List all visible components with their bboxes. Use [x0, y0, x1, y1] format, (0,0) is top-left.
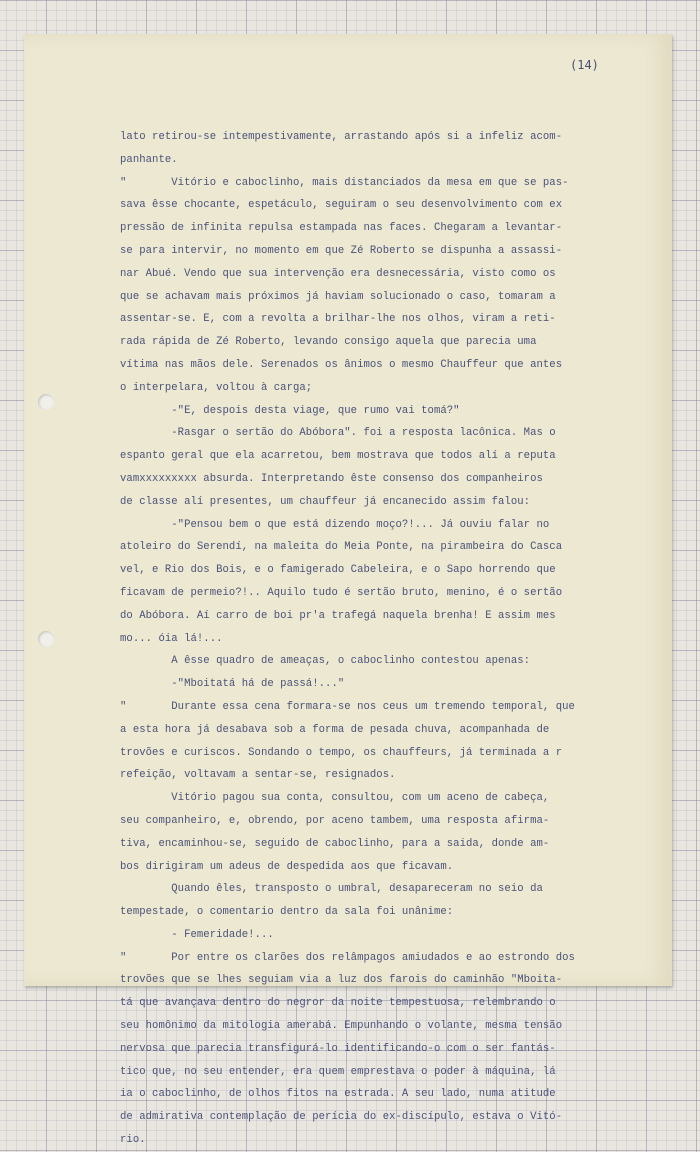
- text-line: " Por entre os clarões dos relâmpagos amiudados e ao estrondo dos: [120, 951, 575, 964]
- text-line: do Abóbora. Aí carro de boi pr'a trafegá naquela brenha! E assim mes: [120, 609, 556, 622]
- text-line: seu companheiro, e, obrendo, por aceno tambem, uma resposta afirma-: [120, 814, 550, 827]
- text-line: tiva, encaminhou-se, seguido de caboclinho, para a saida, donde am-: [120, 837, 550, 850]
- text-line: -"E, despois desta viage, que rumo vai tomá?": [120, 404, 460, 417]
- text-line: assentar-se. E, com a revolta a brilhar-lhe nos olhos, viram a reti-: [120, 313, 556, 326]
- text-line: bos dirigiram um adeus de despedida aos que ficavam.: [120, 860, 454, 873]
- text-line: o interpelara, voltou à carga;: [120, 381, 313, 394]
- punch-hole: [38, 394, 54, 410]
- text-line: vel, e Rio dos Bois, e o famigerado Cabeleira, e o Sapo horrendo que: [120, 564, 556, 577]
- page-number: (14): [570, 58, 599, 72]
- text-line: nervosa que parecia transfigurá-lo identificando-o com o ser fantás-: [120, 1042, 556, 1055]
- text-line: Quando êles, transposto o umbral, desapareceram no seio da: [120, 883, 543, 896]
- text-line: seu homônimo da mitologia amerabá. Empunhando o volante, mesma tensão: [120, 1020, 563, 1033]
- text-line: tico que, no seu entender, era quem emprestava o poder à máquina, lá: [120, 1065, 556, 1078]
- text-line: trovões que se lhes seguiam via a luz dos farois do caminhão "Mboita-: [120, 974, 563, 987]
- text-line: ficavam de permeio?!.. Aquilo tudo é sertão bruto, menino, é o sertão: [120, 586, 563, 599]
- text-line: " Vitório e caboclinho, mais distanciados da mesa em que se pas-: [120, 176, 569, 189]
- text-line: rada rápida de Zé Roberto, levando consigo aquela que parecia uma: [120, 336, 537, 349]
- text-line: refeição, voltavam a sentar-se, resignados.: [120, 769, 396, 782]
- text-line: A êsse quadro de ameaças, o caboclinho contestou apenas:: [120, 655, 531, 668]
- text-line: tá que avançava dentro do negror da noite tempestuosa, relembrando o: [120, 997, 556, 1010]
- text-line: rio.: [120, 1134, 146, 1147]
- text-line: que se achavam mais próximos já haviam solucionado o caso, tomaram a: [120, 290, 556, 303]
- text-line: ia o caboclinho, de olhos fitos na estrada. A seu lado, numa atitude: [120, 1088, 556, 1101]
- typewritten-text: [120, 126, 650, 1152]
- text-line: lato retirou-se intempestivamente, arrastando após si a infeliz acom-: [120, 131, 563, 143]
- text-line: vamxxxxxxxxx absurda. Interpretando êste consenso dos companheiros: [120, 472, 543, 485]
- text-line: vítima nas mãos dele. Serenados os ânimos o mesmo Chauffeur que antes: [120, 358, 563, 371]
- text-line: a esta hora já desabava sob a forma de pesada chuva, acompanhada de: [120, 723, 550, 736]
- text-line: -"Pensou bem o que está dizendo moço?!... Já ouviu falar no: [120, 518, 550, 531]
- text-line: sava êsse chocante, espetáculo, seguiram o seu desenvolvimento com ex: [120, 199, 563, 212]
- text-line: mo... óia lá!...: [120, 632, 223, 645]
- text-line: panhante.: [120, 153, 178, 166]
- text-line: - Femeridade!...: [120, 928, 274, 941]
- text-line: trovões e curiscos. Sondando o tempo, os chauffeurs, já terminada a r: [120, 746, 563, 759]
- text-line: Vitório pagou sua conta, consultou, com um aceno de cabeça,: [120, 792, 550, 805]
- punch-hole: [38, 631, 54, 647]
- text-line: de classe alí presentes, um chauffeur já encanecido assim falou:: [120, 495, 531, 508]
- text-line: -Rasgar o sertão do Abóbora". foi a resposta lacônica. Mas o: [120, 427, 556, 440]
- text-line: espanto geral que ela acarretou, bem mostrava que todos alí a reputa: [120, 450, 556, 463]
- text-line: pressão de infinita repulsa estampada nas faces. Chegaram a levantar-: [120, 222, 563, 235]
- text-line: " Durante essa cena formara-se nos ceus um tremendo temporal, que: [120, 700, 575, 713]
- text-line: tempestade, o comentario dentro da sala foi unânime:: [120, 906, 454, 919]
- text-line: nar Abué. Vendo que sua intervenção era desnecessária, visto como os: [120, 267, 556, 280]
- text-line: atoleiro do Serendí, na maleita do Meia Ponte, na pirambeira do Casca: [120, 541, 563, 554]
- text-line: -"Mboitatá há de passá!...": [120, 678, 345, 691]
- text-line: se para intervir, no momento em que Zé Roberto se dispunha a assassi-: [120, 244, 563, 257]
- text-line: de admirativa contemplação de perícia do ex-discípulo, estava o Vitó-: [120, 1111, 563, 1124]
